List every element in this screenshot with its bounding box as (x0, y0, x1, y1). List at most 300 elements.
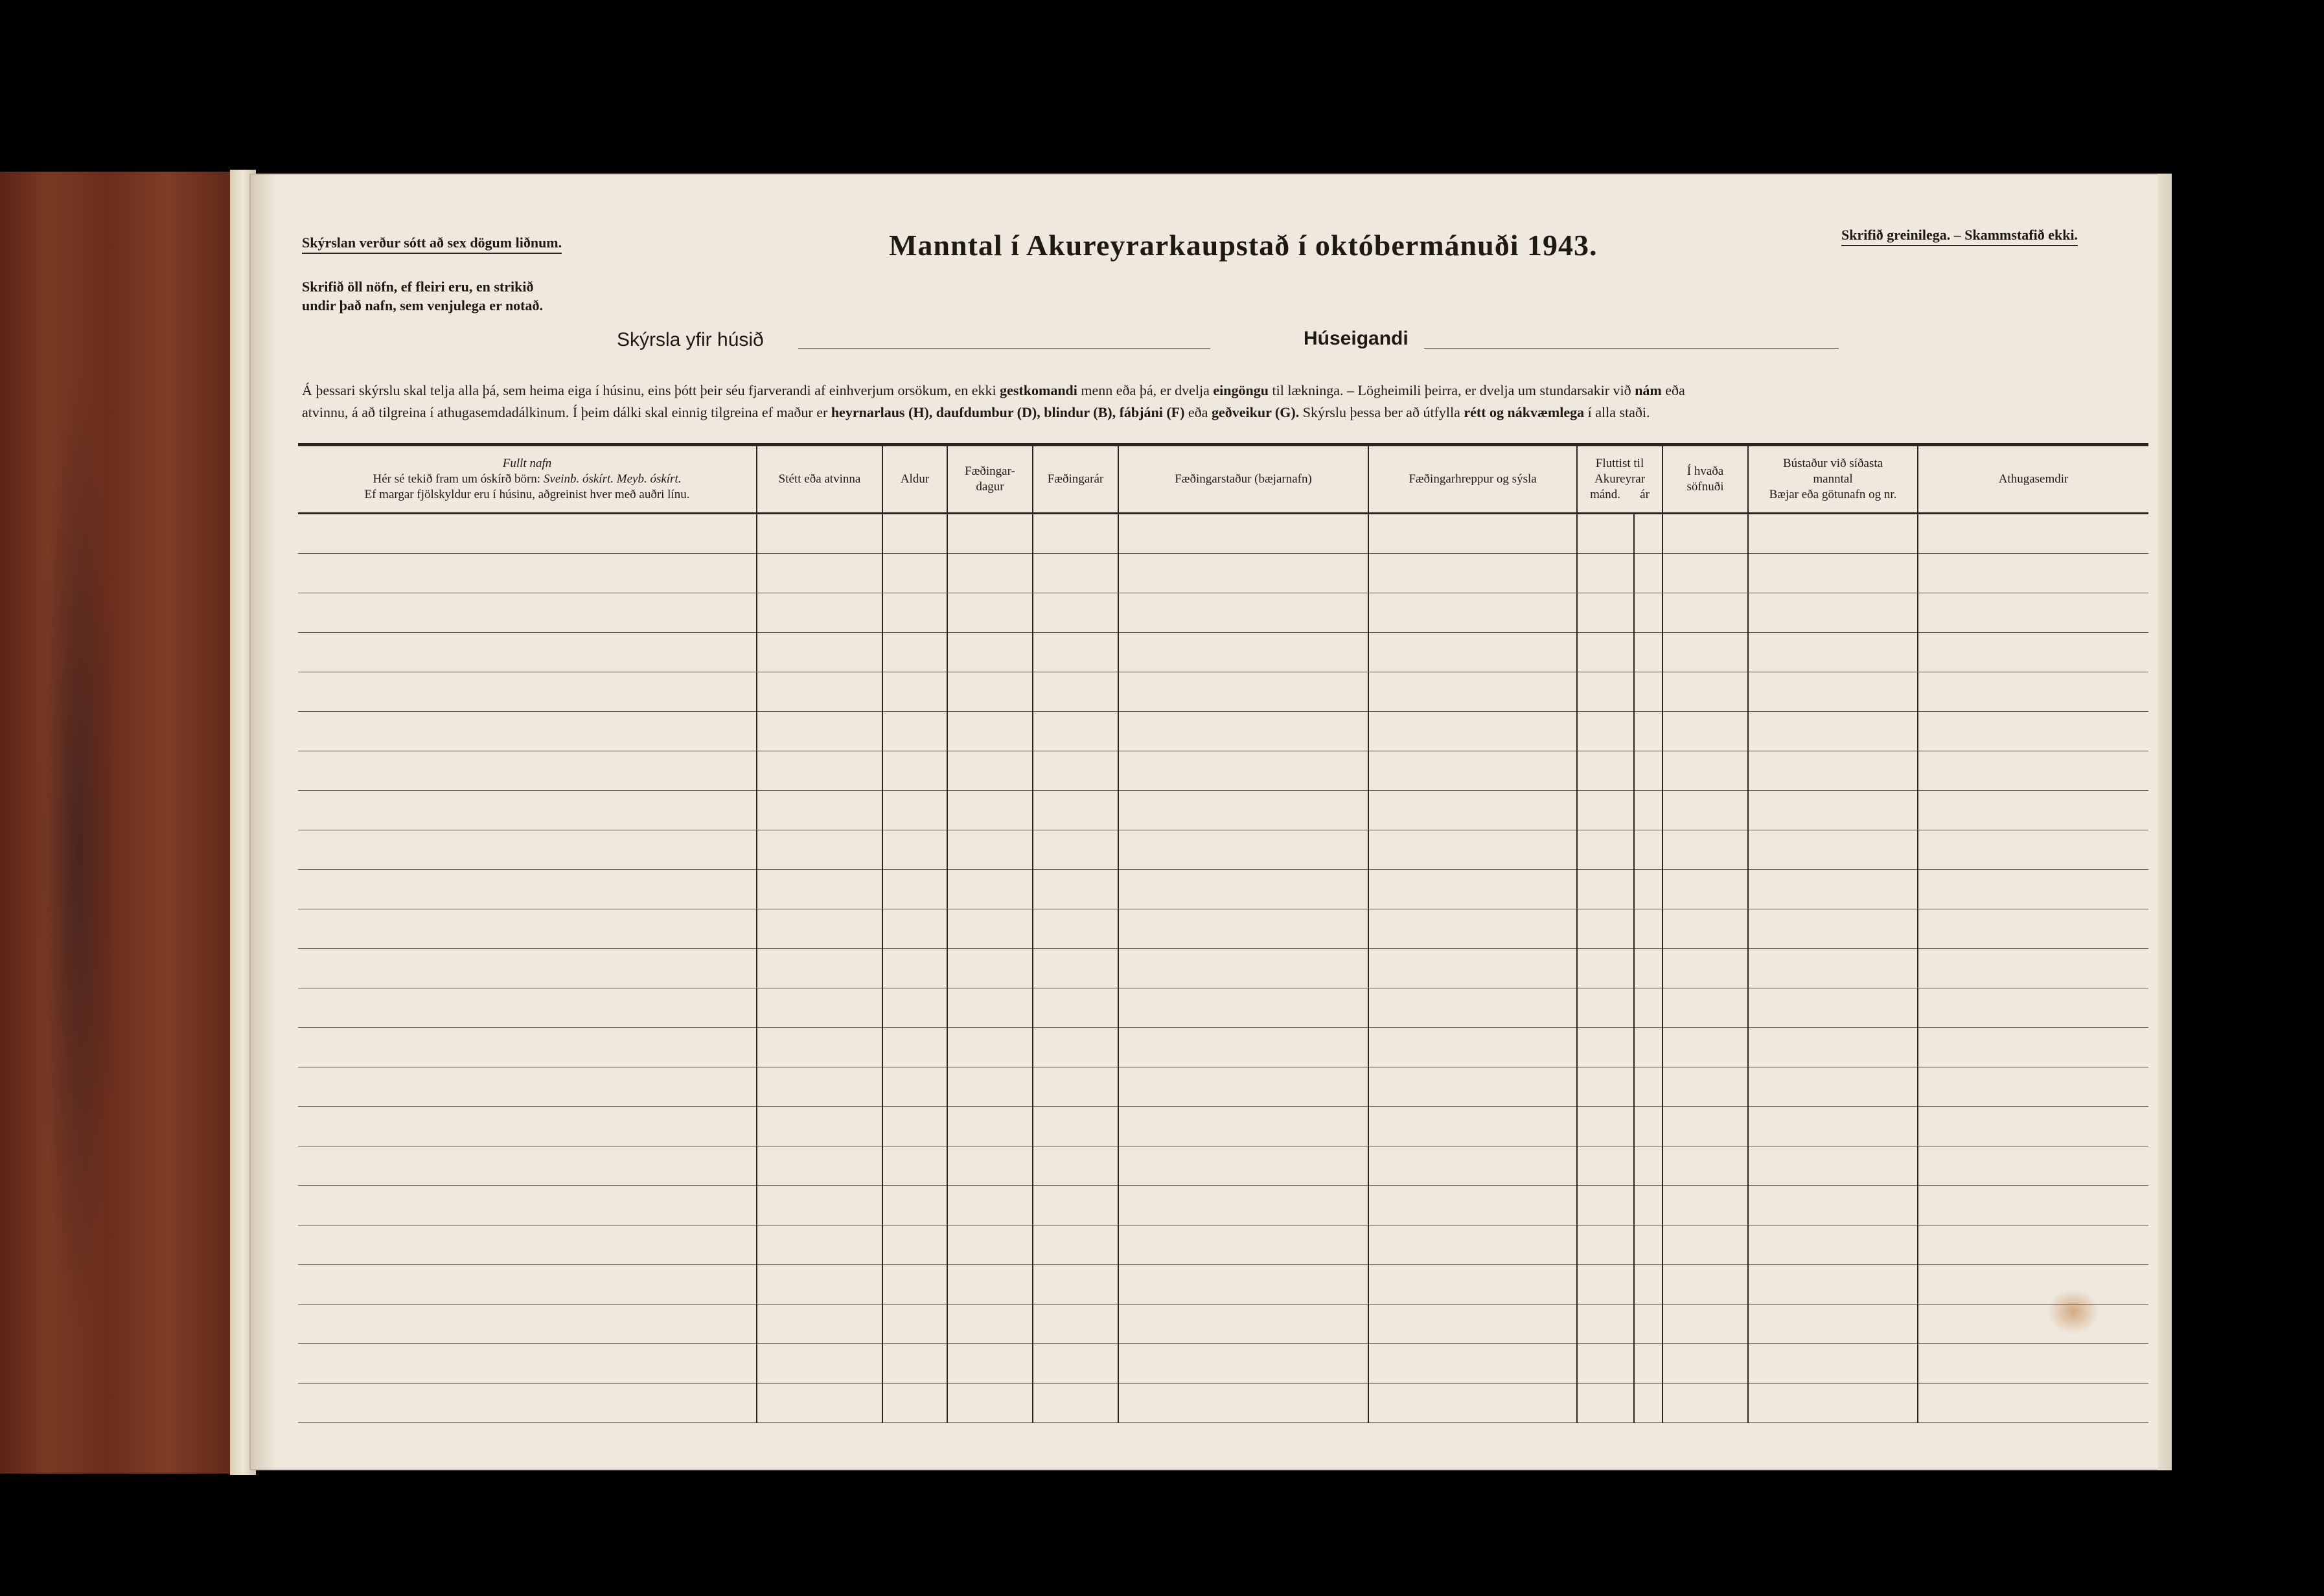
table-cell[interactable] (298, 1028, 757, 1067)
table-cell[interactable] (1662, 791, 1748, 830)
table-cell[interactable] (1662, 1028, 1748, 1067)
table-cell[interactable] (882, 1028, 947, 1067)
table-cell[interactable] (1918, 751, 2148, 791)
table-cell[interactable] (1634, 1305, 1662, 1344)
table-cell[interactable] (1577, 1028, 1634, 1067)
table-cell[interactable] (1748, 751, 1918, 791)
table-cell[interactable] (947, 949, 1033, 988)
table-cell[interactable] (298, 909, 757, 949)
col-occupation: Stétt eða atvinna (757, 445, 882, 514)
table-cell[interactable] (1748, 593, 1918, 633)
table-cell[interactable] (1577, 909, 1634, 949)
table-cell[interactable] (1033, 791, 1118, 830)
table-cell[interactable] (1634, 1186, 1662, 1226)
table-cell[interactable] (1634, 988, 1662, 1028)
table-cell[interactable] (1577, 791, 1634, 830)
table-cell[interactable] (947, 988, 1033, 1028)
table-cell[interactable] (1748, 1384, 1918, 1423)
table-cell[interactable] (1634, 1344, 1662, 1384)
table-cell[interactable] (1918, 672, 2148, 712)
table-cell[interactable] (1662, 751, 1748, 791)
table-cell[interactable] (1918, 514, 2148, 554)
table-cell[interactable] (1577, 751, 1634, 791)
table-cell[interactable] (1662, 949, 1748, 988)
table-cell[interactable] (1033, 909, 1118, 949)
table-cell[interactable] (1662, 1226, 1748, 1265)
col-previous-residence: Bústaður við síðasta manntal Bæjar eða götunafn og nr. (1748, 445, 1918, 514)
table-cell[interactable] (1033, 1384, 1118, 1423)
table-cell[interactable] (1118, 1186, 1368, 1226)
table-cell[interactable] (1033, 672, 1118, 712)
table-cell[interactable] (757, 1186, 882, 1226)
table-cell[interactable] (1033, 1107, 1118, 1146)
table-cell[interactable] (1662, 1186, 1748, 1226)
table-cell[interactable] (757, 633, 882, 672)
table-cell[interactable] (1368, 672, 1577, 712)
table-cell[interactable] (1662, 1146, 1748, 1186)
table-cell[interactable] (947, 1344, 1033, 1384)
table-cell[interactable] (1748, 791, 1918, 830)
instructions-paragraph-line2 (302, 402, 1650, 424)
table-cell[interactable] (1118, 514, 1368, 554)
table-cell[interactable] (1662, 1344, 1748, 1384)
table-row (298, 1226, 2148, 1265)
table-cell[interactable] (298, 949, 757, 988)
table-cell[interactable] (1368, 593, 1577, 633)
table-cell[interactable] (298, 791, 757, 830)
table-cell[interactable] (1577, 1384, 1634, 1423)
table-cell[interactable] (1118, 1107, 1368, 1146)
table-cell[interactable] (757, 1146, 882, 1186)
table-cell[interactable] (1748, 1305, 1918, 1344)
table-cell[interactable] (882, 672, 947, 712)
table-cell[interactable] (1577, 672, 1634, 712)
table-cell[interactable] (1033, 751, 1118, 791)
table-cell[interactable] (1748, 1344, 1918, 1384)
table-cell[interactable] (947, 751, 1033, 791)
col-moved-month: mánd. (1590, 488, 1621, 501)
table-cell[interactable] (1662, 909, 1748, 949)
table-cell[interactable] (947, 791, 1033, 830)
table-cell[interactable] (882, 514, 947, 554)
table-cell[interactable] (1033, 593, 1118, 633)
table-cell[interactable] (947, 1186, 1033, 1226)
table-cell[interactable] (1118, 1226, 1368, 1265)
table-cell[interactable] (298, 1384, 757, 1423)
table-cell[interactable] (1368, 1067, 1577, 1107)
table-cell[interactable] (1368, 1146, 1577, 1186)
table-cell[interactable] (1033, 1067, 1118, 1107)
table-cell[interactable] (1748, 909, 1918, 949)
table-cell[interactable] (1634, 791, 1662, 830)
table-cell[interactable] (947, 1305, 1033, 1344)
table-cell[interactable] (757, 988, 882, 1028)
table-cell[interactable] (947, 909, 1033, 949)
table-cell[interactable] (1748, 988, 1918, 1028)
table-cell[interactable] (1748, 633, 1918, 672)
table-cell[interactable] (882, 751, 947, 791)
table-cell[interactable] (1748, 1107, 1918, 1146)
table-cell[interactable] (947, 870, 1033, 909)
table-cell[interactable] (298, 554, 757, 593)
table-cell[interactable] (1918, 1067, 2148, 1107)
table-cell[interactable] (1577, 830, 1634, 870)
table-cell[interactable] (298, 751, 757, 791)
table-cell[interactable] (1748, 870, 1918, 909)
table-cell[interactable] (1662, 1305, 1748, 1344)
table-cell[interactable] (1634, 633, 1662, 672)
table-cell[interactable] (1118, 633, 1368, 672)
table-row (298, 514, 2148, 554)
table-cell[interactable] (1033, 554, 1118, 593)
table-cell[interactable] (1118, 672, 1368, 712)
table-cell[interactable] (1634, 870, 1662, 909)
table-cell[interactable] (757, 1265, 882, 1305)
table-cell[interactable] (1662, 514, 1748, 554)
table-cell[interactable] (947, 514, 1033, 554)
table-cell[interactable] (1033, 870, 1118, 909)
table-cell[interactable] (1033, 830, 1118, 870)
table-cell[interactable] (1577, 1186, 1634, 1226)
table-cell[interactable] (757, 1028, 882, 1067)
table-cell[interactable] (298, 1226, 757, 1265)
collection-notice: Skýrslan verður sótt að sex dögum liðnum. (302, 234, 562, 254)
table-cell[interactable] (1577, 1226, 1634, 1265)
table-cell[interactable] (1577, 593, 1634, 633)
table-cell[interactable] (757, 1067, 882, 1107)
table-cell[interactable] (1662, 672, 1748, 712)
table-cell[interactable] (1368, 1265, 1577, 1305)
table-cell[interactable] (1918, 988, 2148, 1028)
table-cell[interactable] (1033, 712, 1118, 751)
table-cell[interactable] (1634, 1028, 1662, 1067)
table-cell[interactable] (1118, 1384, 1368, 1423)
table-cell[interactable] (1368, 1226, 1577, 1265)
table-cell[interactable] (1033, 1186, 1118, 1226)
table-cell[interactable] (947, 712, 1033, 751)
table-cell[interactable] (1118, 949, 1368, 988)
table-cell[interactable] (882, 593, 947, 633)
table-cell[interactable] (1118, 791, 1368, 830)
table-cell[interactable] (757, 830, 882, 870)
table-cell[interactable] (1118, 1305, 1368, 1344)
table-cell[interactable] (1577, 1265, 1634, 1305)
table-cell[interactable] (1118, 1146, 1368, 1186)
table-cell[interactable] (757, 949, 882, 988)
table-cell[interactable] (1368, 870, 1577, 909)
table-cell[interactable] (298, 1107, 757, 1146)
table-row (298, 633, 2148, 672)
table-cell[interactable] (1748, 514, 1918, 554)
table-cell[interactable] (1918, 1344, 2148, 1384)
table-cell[interactable] (1918, 1186, 2148, 1226)
table-cell[interactable] (882, 909, 947, 949)
table-cell[interactable] (1118, 909, 1368, 949)
table-cell[interactable] (1918, 633, 2148, 672)
table-cell[interactable] (1918, 870, 2148, 909)
table-cell[interactable] (1748, 1186, 1918, 1226)
table-cell[interactable] (1918, 554, 2148, 593)
table-cell[interactable] (1634, 949, 1662, 988)
table-cell[interactable] (882, 870, 947, 909)
table-cell[interactable] (298, 1344, 757, 1384)
table-cell[interactable] (757, 593, 882, 633)
table-cell[interactable] (1634, 1146, 1662, 1186)
table-cell[interactable] (1577, 554, 1634, 593)
table-cell[interactable] (1918, 593, 2148, 633)
table-cell[interactable] (1368, 514, 1577, 554)
table-cell[interactable] (1577, 1305, 1634, 1344)
table-row (298, 791, 2148, 830)
owner-fill-line[interactable] (1424, 348, 1839, 349)
table-cell[interactable] (1634, 514, 1662, 554)
table-cell[interactable] (1748, 1067, 1918, 1107)
table-cell[interactable] (1368, 1028, 1577, 1067)
table-cell[interactable] (947, 1384, 1033, 1423)
table-cell[interactable] (1368, 712, 1577, 751)
table-cell[interactable] (1033, 1305, 1118, 1344)
table-cell[interactable] (1118, 1265, 1368, 1305)
table-cell[interactable] (882, 791, 947, 830)
table-cell[interactable] (1118, 1344, 1368, 1384)
table-cell[interactable] (1634, 1384, 1662, 1423)
table-row (298, 751, 2148, 791)
table-cell[interactable] (1662, 1107, 1748, 1146)
table-cell[interactable] (1918, 909, 2148, 949)
table-cell[interactable] (1662, 830, 1748, 870)
table-cell[interactable] (882, 712, 947, 751)
table-cell[interactable] (1748, 1146, 1918, 1186)
table-cell[interactable] (1033, 1344, 1118, 1384)
table-cell[interactable] (1748, 949, 1918, 988)
table-cell[interactable] (882, 1067, 947, 1107)
table-cell[interactable] (1577, 949, 1634, 988)
table-cell[interactable] (298, 633, 757, 672)
table-cell[interactable] (1577, 514, 1634, 554)
table-cell[interactable] (1118, 1067, 1368, 1107)
col-birthplace: Fæðingarstaður (bæjarnafn) (1118, 445, 1368, 514)
table-cell[interactable] (1634, 1067, 1662, 1107)
table-cell[interactable] (298, 712, 757, 751)
table-cell[interactable] (1634, 1107, 1662, 1146)
table-cell[interactable] (1577, 1067, 1634, 1107)
census-table (298, 443, 2148, 1423)
table-cell[interactable] (1634, 830, 1662, 870)
table-cell[interactable] (1368, 1186, 1577, 1226)
table-cell[interactable] (1918, 830, 2148, 870)
table-cell[interactable] (882, 1305, 947, 1344)
table-cell[interactable] (298, 593, 757, 633)
table-cell[interactable] (1577, 712, 1634, 751)
table-cell[interactable] (1634, 1226, 1662, 1265)
table-cell[interactable] (1748, 830, 1918, 870)
table-cell[interactable] (757, 1305, 882, 1344)
table-cell[interactable] (757, 909, 882, 949)
table-cell[interactable] (1634, 751, 1662, 791)
table-cell[interactable] (1368, 1107, 1577, 1146)
table-cell[interactable] (1634, 554, 1662, 593)
table-cell[interactable] (947, 1265, 1033, 1305)
table-cell[interactable] (1662, 633, 1748, 672)
table-cell[interactable] (1918, 1265, 2148, 1305)
table-cell[interactable] (1577, 1344, 1634, 1384)
table-cell[interactable] (1577, 1146, 1634, 1186)
table-cell[interactable] (947, 672, 1033, 712)
table-cell[interactable] (1748, 672, 1918, 712)
table-cell[interactable] (757, 1107, 882, 1146)
table-cell[interactable] (947, 830, 1033, 870)
table-cell[interactable] (1368, 1344, 1577, 1384)
table-cell[interactable] (1368, 554, 1577, 593)
table-cell[interactable] (1634, 712, 1662, 751)
table-cell[interactable] (1033, 949, 1118, 988)
table-cell[interactable] (1918, 949, 2148, 988)
table-cell[interactable] (947, 1028, 1033, 1067)
table-cell[interactable] (882, 1265, 947, 1305)
table-cell[interactable] (947, 1226, 1033, 1265)
table-cell[interactable] (1577, 988, 1634, 1028)
table-cell[interactable] (1033, 1028, 1118, 1067)
table-cell[interactable] (882, 1107, 947, 1146)
table-row (298, 1265, 2148, 1305)
table-cell[interactable] (1368, 791, 1577, 830)
table-cell[interactable] (298, 870, 757, 909)
table-cell[interactable] (1368, 988, 1577, 1028)
table-cell[interactable] (1748, 1226, 1918, 1265)
table-cell[interactable] (1118, 830, 1368, 870)
para-emph: nám (1635, 382, 1662, 398)
table-cell[interactable] (1368, 1384, 1577, 1423)
table-cell[interactable] (947, 1107, 1033, 1146)
table-cell[interactable] (1662, 593, 1748, 633)
table-row (298, 712, 2148, 751)
table-cell[interactable] (1918, 1226, 2148, 1265)
table-cell[interactable] (1918, 1107, 2148, 1146)
table-cell[interactable] (1918, 712, 2148, 751)
table-cell[interactable] (882, 988, 947, 1028)
table-cell[interactable] (1918, 1028, 2148, 1067)
table-cell[interactable] (298, 988, 757, 1028)
table-cell[interactable] (1577, 633, 1634, 672)
table-cell[interactable] (757, 1344, 882, 1384)
table-cell[interactable] (1033, 1146, 1118, 1186)
table-cell[interactable] (1748, 712, 1918, 751)
table-cell[interactable] (1634, 1265, 1662, 1305)
table-cell[interactable] (1033, 514, 1118, 554)
table-cell[interactable] (757, 1226, 882, 1265)
table-cell[interactable] (298, 830, 757, 870)
table-cell[interactable] (882, 1384, 947, 1423)
table-cell[interactable] (757, 791, 882, 830)
table-cell[interactable] (1918, 1146, 2148, 1186)
table-cell[interactable] (947, 633, 1033, 672)
table-cell[interactable] (757, 514, 882, 554)
instructions-paragraph-line1 (302, 380, 1685, 402)
table-cell[interactable] (1748, 1265, 1918, 1305)
table-cell[interactable] (1662, 870, 1748, 909)
table-cell[interactable] (757, 751, 882, 791)
table-cell[interactable] (947, 1067, 1033, 1107)
table-cell[interactable] (298, 514, 757, 554)
table-cell[interactable] (947, 1146, 1033, 1186)
table-cell[interactable] (298, 1146, 757, 1186)
table-cell[interactable] (1577, 870, 1634, 909)
table-cell[interactable] (298, 1186, 757, 1226)
table-cell[interactable] (1118, 1028, 1368, 1067)
table-cell[interactable] (1033, 1265, 1118, 1305)
gutter-shadow (249, 174, 275, 1470)
table-cell[interactable] (1662, 554, 1748, 593)
table-cell[interactable] (757, 870, 882, 909)
table-cell[interactable] (1662, 988, 1748, 1028)
table-cell[interactable] (298, 1305, 757, 1344)
table-cell[interactable] (1118, 593, 1368, 633)
table-cell[interactable] (1368, 751, 1577, 791)
table-cell[interactable] (1118, 870, 1368, 909)
table-cell[interactable] (1662, 1067, 1748, 1107)
col-birthday: Fæðingar- dagur (947, 445, 1033, 514)
table-cell[interactable] (882, 633, 947, 672)
table-cell[interactable] (298, 672, 757, 712)
table-cell[interactable] (1662, 1265, 1748, 1305)
table-cell[interactable] (882, 554, 947, 593)
house-fill-line[interactable] (798, 348, 1210, 349)
table-cell[interactable] (1634, 672, 1662, 712)
table-cell[interactable] (1368, 909, 1577, 949)
table-cell[interactable] (1918, 791, 2148, 830)
table-cell[interactable] (1368, 1305, 1577, 1344)
table-cell[interactable] (882, 1226, 947, 1265)
table-cell[interactable] (1118, 554, 1368, 593)
table-cell[interactable] (1662, 1384, 1748, 1423)
table-cell[interactable] (1634, 593, 1662, 633)
table-cell[interactable] (1748, 554, 1918, 593)
table-cell[interactable] (882, 1344, 947, 1384)
table-cell[interactable] (882, 1146, 947, 1186)
table-cell[interactable] (1118, 751, 1368, 791)
table-cell[interactable] (1033, 1226, 1118, 1265)
table-cell[interactable] (882, 1186, 947, 1226)
table-cell[interactable] (882, 949, 947, 988)
table-cell[interactable] (947, 593, 1033, 633)
table-cell[interactable] (1368, 633, 1577, 672)
table-cell[interactable] (757, 672, 882, 712)
form-title: Manntal í Akureyrarkaupstað í októbermánuði 1943. (889, 229, 1598, 262)
table-cell[interactable] (1662, 712, 1748, 751)
table-cell[interactable] (757, 712, 882, 751)
table-cell[interactable] (1918, 1305, 2148, 1344)
table-cell[interactable] (1368, 830, 1577, 870)
table-cell[interactable] (1577, 1107, 1634, 1146)
table-cell[interactable] (298, 1265, 757, 1305)
table-cell[interactable] (1368, 949, 1577, 988)
para-text: Á þessari skýrslu skal telja alla þá, sem heima eiga í húsinu, eins þótt þeir séu fjarverandi af einhverjum orsökum, en ekki (302, 382, 1000, 398)
table-cell[interactable] (1033, 633, 1118, 672)
table-cell[interactable] (1634, 909, 1662, 949)
table-cell[interactable] (1748, 1028, 1918, 1067)
table-cell[interactable] (757, 1384, 882, 1423)
table-cell[interactable] (757, 554, 882, 593)
table-cell[interactable] (1118, 988, 1368, 1028)
table-cell[interactable] (947, 554, 1033, 593)
table-cell[interactable] (1118, 712, 1368, 751)
table-cell[interactable] (1918, 1384, 2148, 1423)
table-cell[interactable] (1033, 988, 1118, 1028)
table-cell[interactable] (298, 1067, 757, 1107)
table-cell[interactable] (882, 830, 947, 870)
col-full-name-note2: Ef margar fjölskyldur eru í húsinu, aðgreinist hver með auðri línu. (364, 488, 690, 501)
house-label: Skýrsla yfir húsið (617, 329, 764, 350)
